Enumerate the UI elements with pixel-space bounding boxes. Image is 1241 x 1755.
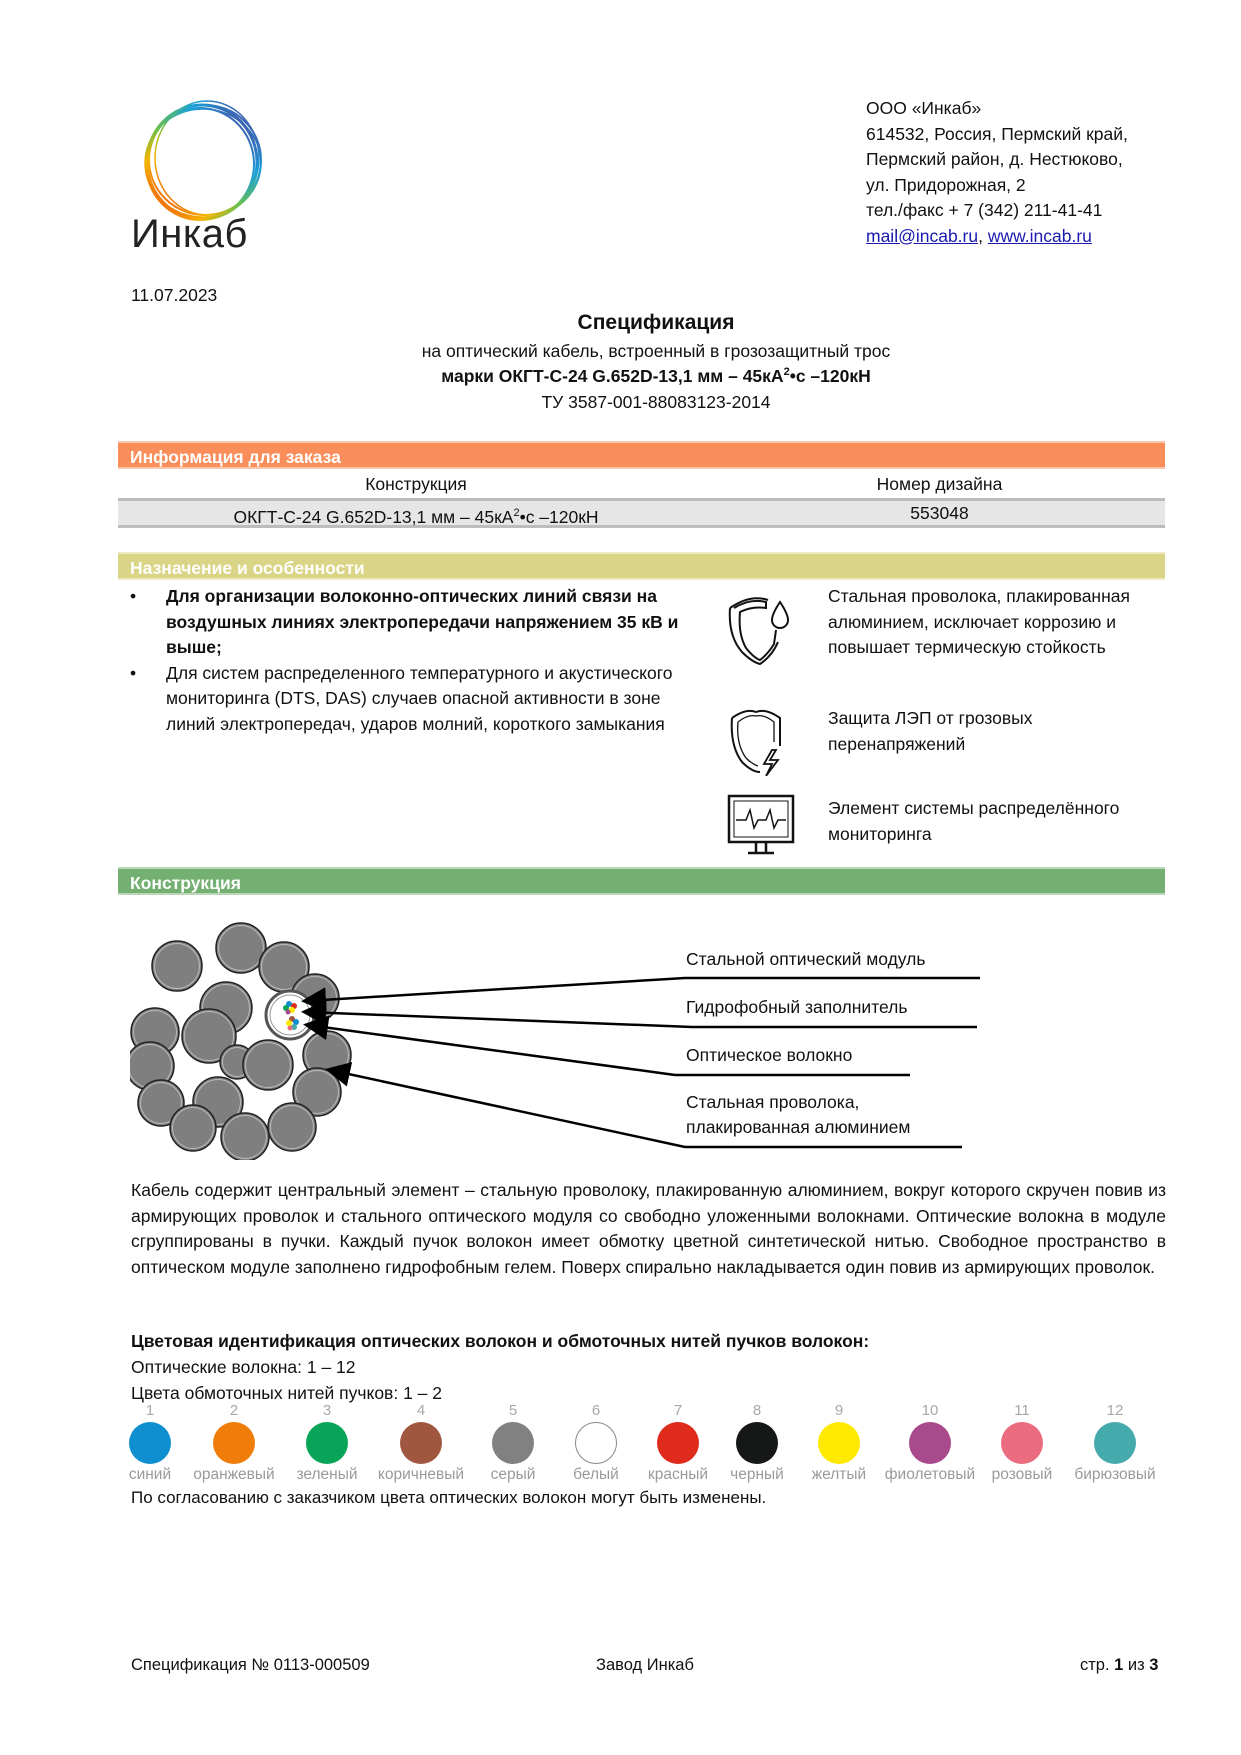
website-link[interactable]: www.incab.ru [987,225,1092,246]
swatch-number: 1 [145,1402,155,1419]
page-total: 3 [1149,1656,1159,1674]
monitor-pulse-icon [726,792,796,862]
document-date: 11.07.2023 [131,285,218,305]
swatch-circle [575,1422,617,1464]
order-table-header [118,470,1165,498]
feature-monitoring [726,796,1166,862]
swatch-number: 12 [1106,1402,1124,1419]
page-prefix: стр. [1080,1656,1115,1674]
order-table-row [118,498,1165,528]
shield-lightning-icon [726,706,796,776]
logo-wordmark: Инкаб [131,212,248,256]
brand-prefix: марки ОКГТ-С-24 G.652D-13,1 мм – 45кА [441,366,784,386]
page-sep: из [1123,1656,1150,1674]
threads-range: Цвета обмоточных нитей пучков: 1 – 2 [131,1383,443,1403]
swatch-name: желтый [811,1466,867,1483]
feature-corrosion [726,584,1166,666]
swatch-circle [306,1422,348,1464]
label-steel-wire-line2: плакированная алюминием [686,1117,911,1137]
list-item [128,584,708,661]
swatch-circle [213,1422,255,1464]
swatch-circle [1094,1422,1136,1464]
footer-page-number [1080,1656,1158,1675]
steel-wire [243,1040,293,1090]
steel-wire [221,1113,269,1160]
swatch-name: зеленый [296,1466,358,1483]
swatch-circle [736,1422,778,1464]
swatch-circle [909,1422,951,1464]
swatch-circle [818,1422,860,1464]
brand-sup: 2 [783,366,790,379]
construction-suffix: •с –120кН [519,506,599,527]
section-header-construction: Конструкция [118,867,1165,895]
color-swatch [371,1402,471,1486]
color-id-heading: Цветовая идентификация оптических волокон и обмоточных нитей пучков волокон: [131,1331,870,1351]
swatch-number: 11 [1014,1402,1030,1419]
swatch-circle [657,1422,699,1464]
color-swatch [880,1402,980,1486]
steel-wire [170,1105,216,1151]
feature-text: Стальная проволока, плакированная алюминием, исключает коррозию и повышает термическую стойкость [828,586,1130,657]
steel-wire [268,1103,316,1151]
color-swatch [277,1402,377,1486]
cell-construction [118,501,714,525]
swatch-number: 5 [508,1402,518,1419]
construction-sup: 2 [513,507,520,519]
address-line: ул. Придорожная, 2 [866,174,1026,195]
section-header-order-info: Информация для заказа [118,441,1165,469]
page-current: 1 [1114,1656,1124,1674]
feature-text: Защита ЛЭП от грозовых перенапряжений [828,708,1033,754]
swatch-number: 3 [322,1402,332,1419]
bullet-dot: • [130,662,137,683]
swatch-name: синий [128,1466,172,1483]
bullet-dot: • [130,586,137,606]
swatch-number: 10 [921,1402,939,1419]
address-line: Пермский район, д. Нестюково, [866,149,1123,169]
bullet-text: Для систем распределенного температурного и акустического мониторинга (DTS, DAS) случаев опасной активности в зоне линий электропередач, ударов молний, короткого замыкания [166,662,673,734]
color-swatch [972,1402,1072,1486]
footer-spec-number: Спецификация № 0113-000509 [131,1656,370,1674]
swatch-number: 8 [752,1402,762,1419]
swatch-circle [1001,1422,1043,1464]
steel-wires [130,923,351,1160]
swatch-circle [129,1422,171,1464]
label-optical-fiber: Оптическое волокно [686,1045,853,1065]
document-title: Спецификация [577,311,735,334]
color-swatch [184,1402,284,1486]
swatch-name: оранжевый [193,1466,275,1483]
document-subtitle: на оптический кабель, встроенный в грозозащитный трос [421,341,891,361]
color-swatches [118,1402,1178,1494]
contact-links [866,224,1128,250]
color-swatch [1065,1402,1165,1486]
col-header-design-no: Номер дизайна [876,474,1003,494]
list-item [128,661,708,738]
swatch-circle [400,1422,442,1464]
purpose-bullet-list [128,584,708,737]
color-swatch [789,1402,889,1486]
address-line: тел./факс + 7 (342) 211-41-41 [866,200,1103,220]
link-separator: , [978,225,988,246]
footer-plant: Завод Инкаб [596,1656,694,1674]
label-steel-wire-line1: Стальная проволока, [686,1092,860,1112]
swatch-number: 2 [229,1402,239,1419]
label-steel-module: Стальной оптический модуль [686,949,926,969]
brand-suffix: •с –120кН [789,366,871,386]
feature-text: Элемент системы распределённого мониторинга [828,798,1120,844]
swatch-number: 7 [673,1402,683,1419]
email-link[interactable]: mail@incab.ru [866,225,979,246]
col-header-construction: Конструкция [365,474,467,494]
address-line: ООО «Инкаб» [866,98,982,118]
color-note: По согласованию с заказчиком цвета оптических волокон могут быть изменены. [131,1488,767,1507]
label-hydrophobic-filler: Гидрофобный заполнитель [686,997,908,1017]
steel-wire [152,941,202,991]
swatch-name: коричневый [377,1466,465,1483]
swatch-name: белый [573,1466,619,1483]
swatch-number: 6 [591,1402,601,1419]
swatch-name: серый [490,1466,536,1483]
swatch-name: фиолетовый [884,1466,976,1483]
cell-design-no: 553048 [910,503,969,523]
cable-cross-section-diagram [130,915,980,1160]
construction-description: Кабель содержит центральный элемент – стальную проволоку, плакированную алюминием, вокруг которого скручен повив из армирующих проволок и стального оптического модуля со свободно уложенными волокнами. Оптические волокна в модуле сгруппированы в пучки. Каждый пучок волокон имеет обмотку цветной синтетической нитью. Свободное пространство в оптическом модуле заполнено гидрофобным гелем. Поверх спирально накладывается один повив из армирующих проволок. [131,1180,1166,1277]
construction-prefix: ОКГТ-С-24 G.652D-13,1 мм – 45кА [233,506,514,527]
cable-brand [0,366,1241,387]
swatch-name: черный [730,1466,784,1483]
optical-module [266,991,314,1039]
swatch-number: 9 [834,1402,844,1419]
address-line: 614532, Россия, Пермский край, [866,123,1128,144]
company-address [866,96,1128,249]
swatch-number: 4 [416,1402,426,1419]
swatch-name: бирюзовый [1074,1466,1156,1483]
feature-lightning [726,706,1166,776]
swatch-name: красный [647,1466,709,1483]
section-header-purpose: Назначение и особенности [118,552,1165,580]
bullet-text: Для организации волоконно-оптических линий связи на воздушных линиях электропередачи напряжением 35 кВ и выше; [166,586,679,657]
tech-spec-number: ТУ 3587-001-88083123-2014 [541,392,771,412]
label-steel-wire [686,1090,910,1140]
swatch-circle [492,1422,534,1464]
fibers-range: Оптические волокна: 1 – 12 [131,1357,356,1377]
swatch-name: розовый [991,1466,1053,1483]
shield-drop-icon [726,596,796,666]
